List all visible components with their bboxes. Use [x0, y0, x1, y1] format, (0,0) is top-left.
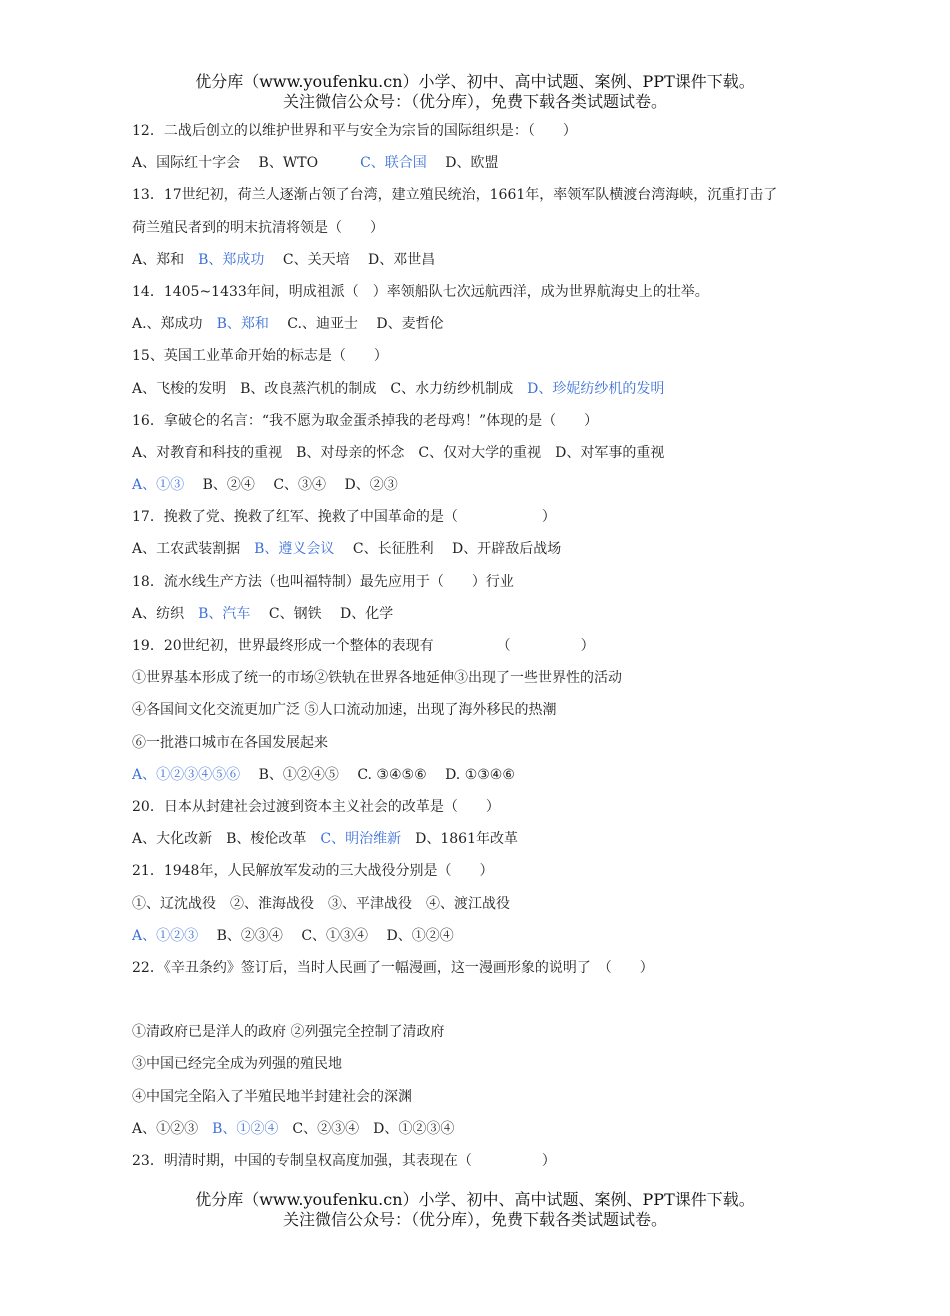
text-line: [132, 823, 852, 855]
line-text: A、国际红十字会 B、WTO: [132, 155, 361, 172]
text-line: [132, 373, 852, 405]
text-line: [132, 405, 852, 437]
header-banner: [0, 72, 950, 112]
answer-highlight: B、①②④: [212, 1120, 279, 1137]
line-text: D、欧盟: [426, 155, 499, 172]
banner-line-2: 关注微信公众号：（优分库），免费下载各类试题试卷。: [282, 92, 667, 111]
answer-highlight: C、联合国: [360, 155, 427, 172]
text-line: [132, 630, 852, 662]
line-text: C、②③④ D、①②③④: [278, 1120, 455, 1137]
line-text: 14．1405~1433年间，明成祖派（ ）率领船队七次远航西洋，成为世界航海史上的壮举。: [132, 283, 709, 300]
line-text: A.、郑成功: [132, 316, 217, 333]
line-text: 19．20世纪初，世界最终形成一个整体的表现有 （ ）: [132, 638, 595, 654]
line-text: 12．二战后创立的以维护世界和平与安全为宗旨的国际组织是：（ ）: [132, 123, 577, 139]
blank-line: [132, 984, 852, 1016]
answer-highlight: C、明治维新: [320, 831, 402, 848]
line-text: ④各国间文化交流更加广泛 ⑤人口流动加速，出现了海外移民的热潮: [132, 702, 557, 719]
text-line: [132, 115, 852, 147]
text-line: [132, 179, 852, 211]
text-line: [132, 920, 852, 952]
line-text: 21．1948年，人民解放军发动的三大战役分别是（ ）: [132, 863, 494, 880]
answer-highlight: A、①②③④⑤⑥: [132, 766, 241, 783]
text-line: [132, 694, 852, 726]
line-text: D、1861年改革: [401, 831, 518, 848]
text-line: [132, 244, 852, 276]
line-text: B、①②④⑤ C. ③④⑤⑥ D. ①③④⑥: [240, 766, 515, 783]
line-text: 20．日本从封建社会过渡到资本主义社会的改革是（ ）: [132, 798, 500, 815]
text-line: [132, 662, 852, 694]
answer-highlight: A、①③: [132, 477, 185, 494]
text-line: [132, 791, 852, 823]
text-line: [132, 759, 852, 791]
line-text: ③中国已经完全成为列强的殖民地: [132, 1056, 342, 1073]
text-line: [132, 855, 852, 887]
text-line: [132, 340, 852, 372]
text-line: [132, 276, 852, 308]
line-text: 16．拿破仑的名言：“我不愿为取金蛋杀掉我的老母鸡！”体现的是（ ）: [132, 412, 599, 429]
answer-highlight: B、郑和: [216, 316, 269, 333]
text-line: [132, 1081, 852, 1113]
footer-line-1: 优分库（www.youfenku.cn）小学、初中、高中试题、案例、PPT课件下载。: [195, 1190, 755, 1209]
line-text: A、郑和: [132, 251, 199, 268]
line-text: 17．挽救了党、挽救了红军、挽救了中国革命的是（ ）: [132, 509, 556, 526]
footer-banner: [0, 1190, 950, 1230]
text-line: [132, 598, 852, 630]
text-line: [132, 1113, 852, 1145]
text-line: [132, 437, 852, 469]
line-text: A、对教育和科技的重视 B、对母亲的怀念 C、仅对大学的重视 D、对军事的重视: [132, 444, 665, 461]
line-text: A、大化改新 B、梭伦改革: [132, 831, 321, 848]
answer-highlight: B、郑成功: [198, 251, 265, 268]
line-text: B、②③④ C、①③④ D、①②④: [198, 927, 454, 944]
line-text: 18．流水线生产方法（也叫福特制）最先应用于（ ）行业: [132, 573, 514, 590]
text-line: [132, 308, 852, 340]
line-text: 15、英国工业革命开始的标志是（ ）: [132, 348, 388, 365]
line-text: 23．明清时期，中国的专制皇权高度加强，其表现在（ ）: [132, 1153, 556, 1169]
line-text: C、钢铁 D、化学: [250, 605, 394, 622]
text-line: [132, 888, 852, 920]
line-text: C、长征胜利 D、开辟敌后战场: [334, 541, 562, 558]
line-text: C、关天培 D、邓世昌: [264, 251, 436, 268]
text-line: [132, 727, 852, 759]
answer-highlight: B、汽车: [198, 605, 251, 622]
line-text: B、②④ C、③④ D、②③: [184, 477, 398, 494]
line-text: ⑥一批港口城市在各国发展起来: [132, 734, 328, 751]
line-text: ④中国完全陷入了半殖民地半封建社会的深渊: [132, 1088, 412, 1105]
answer-highlight: B、遵义会议: [254, 541, 335, 558]
footer-line-2: 关注微信公众号：（优分库），免费下载各类试题试卷。: [282, 1210, 667, 1229]
line-text: A、纺织: [132, 605, 199, 622]
line-text: ①、辽沈战役 ②、淮海战役 ③、平津战役 ④、渡江战役: [132, 895, 510, 912]
line-text: A、①②③: [132, 1120, 213, 1137]
line-text: 22．《辛丑条约》签订后，当时人民画了一幅漫画，这一漫画形象的说明了 （ ）: [132, 959, 654, 976]
answer-highlight: A、①②③: [132, 927, 199, 944]
text-line: [132, 501, 852, 533]
text-line: [132, 1048, 852, 1080]
answer-highlight: D、珍妮纺纱机的发明: [527, 380, 665, 397]
line-text: 13．17世纪初，荷兰人逐渐占领了台湾，建立殖民统治，1661年，率领军队横渡台湾海峡，沉重打击了: [132, 187, 778, 204]
text-line: [132, 212, 852, 244]
text-line: [132, 147, 852, 179]
question-list: [132, 115, 852, 1177]
text-line: [132, 1145, 852, 1177]
line-text: C.、迪亚士 D、麦哲伦: [268, 316, 444, 333]
text-line: [132, 1016, 852, 1048]
text-line: [132, 533, 852, 565]
line-text: A、飞梭的发明 B、改良蒸汽机的制成 C、水力纺纱机制成: [132, 380, 528, 397]
line-text: 荷兰殖民者到的明末抗清将领是（ ）: [132, 219, 384, 236]
banner-line-1: 优分库（www.youfenku.cn）小学、初中、高中试题、案例、PPT课件下载。: [195, 72, 755, 91]
text-line: [132, 469, 852, 501]
line-text: ①清政府已是洋人的政府 ②列强完全控制了清政府: [132, 1024, 445, 1041]
text-line: [132, 952, 852, 984]
text-line: [132, 566, 852, 598]
line-text: ①世界基本形成了统一的市场②铁轨在世界各地延伸③出现了一些世界性的活动: [132, 670, 622, 687]
line-text: A、工农武装割据: [132, 541, 255, 558]
